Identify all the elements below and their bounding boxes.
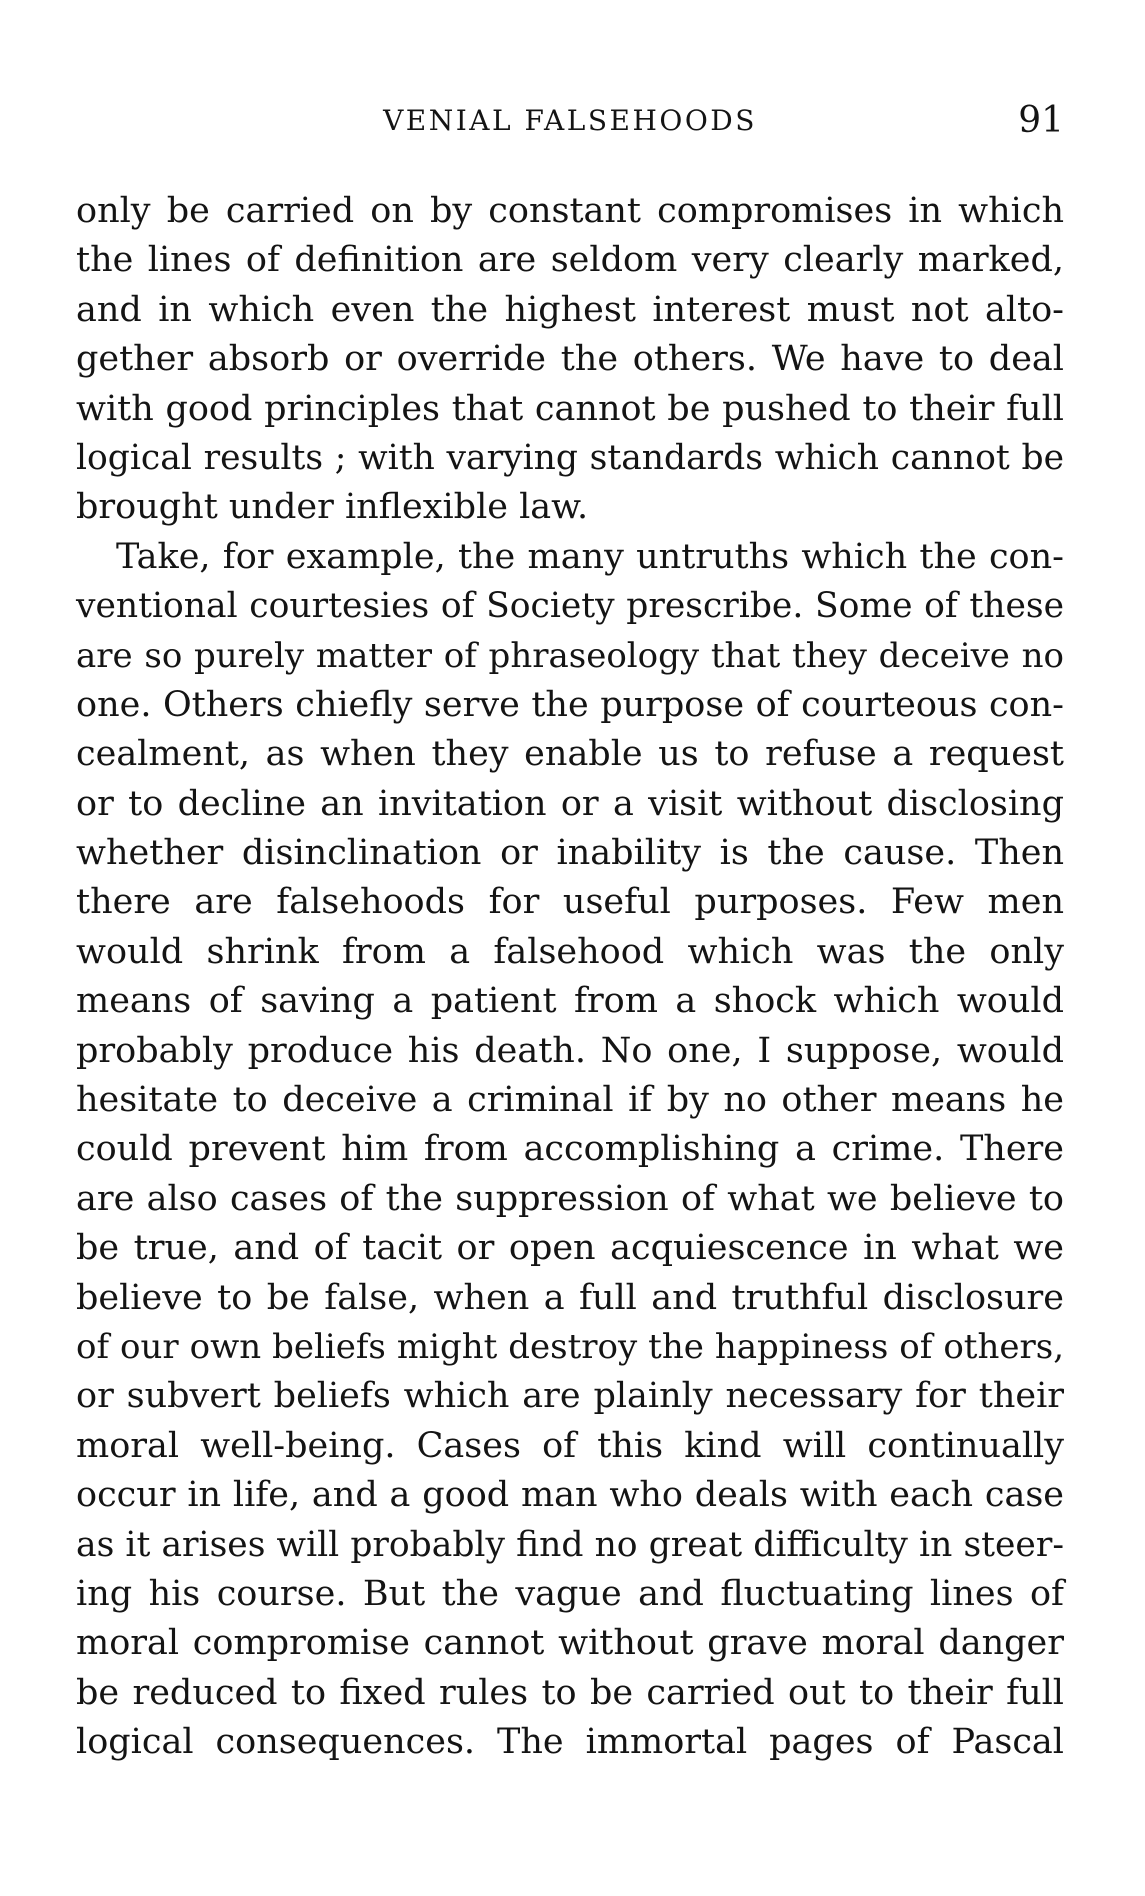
- text-line: there are falsehoods for useful purposes. Few men: [76, 882, 1064, 923]
- paragraph-end-line: brought under inflexible law.: [76, 487, 589, 528]
- text-line: of our own beliefs might destroy the happiness of others,: [76, 1326, 1064, 1367]
- text-line: as it arises will probably find no great difficulty in steer-: [76, 1524, 1064, 1565]
- text-line: gether absorb or override the others. We have to deal: [76, 339, 1064, 380]
- text-line: whether disinclination or inability is the cause. Then: [76, 833, 1064, 874]
- text-line: logical consequences. The immortal pages of Pascal: [76, 1722, 1064, 1763]
- text-line: are also cases of the suppression of what we believe to: [76, 1178, 1064, 1219]
- text-line: hesitate to deceive a criminal if by no other means he: [76, 1080, 1064, 1121]
- text-line: means of saving a patient from a shock which would: [76, 981, 1064, 1022]
- text-line: the lines of definition are seldom very clearly marked,: [76, 240, 1064, 281]
- text-line: and in which even the highest interest must not alto-: [76, 289, 1064, 330]
- text-line: cealment, as when they enable us to refuse a request: [76, 734, 1064, 775]
- text-line: or subvert beliefs which are plainly necessary for their: [76, 1376, 1064, 1417]
- text-line: could prevent him from accomplishing a crime. There: [76, 1129, 1064, 1170]
- text-line: occur in life, and a good man who deals with each case: [76, 1475, 1064, 1516]
- running-header: [76, 100, 1064, 150]
- text-line: logical results ; with varying standards which cannot be: [76, 437, 1064, 478]
- text-line: be true, and of tacit or open acquiescence in what we: [76, 1228, 1064, 1269]
- text-line: ing his course. But the vague and fluctuating lines of: [76, 1573, 1064, 1614]
- running-title: VENIAL FALSEHOODS: [383, 104, 757, 137]
- body-text: [76, 187, 1064, 1768]
- text-line: would shrink from a falsehood which was the only: [76, 931, 1064, 972]
- text-line: be reduced to fixed rules to be carried out to their full: [76, 1672, 1064, 1713]
- paragraph-start-line: Take, for example, the many untruths which the con-: [116, 536, 1064, 577]
- text-line: believe to be false, when a full and truthful disclosure: [76, 1277, 1064, 1318]
- page-number: 91: [1018, 100, 1064, 141]
- text-line: or to decline an invitation or a visit without disclosing: [76, 783, 1064, 824]
- text-line: are so purely matter of phraseology that they deceive no: [76, 635, 1064, 676]
- text-line: with good principles that cannot be pushed to their full: [76, 388, 1064, 429]
- text-line: moral well-being. Cases of this kind will continually: [76, 1425, 1064, 1466]
- text-line: only be carried on by constant compromises in which: [76, 191, 1064, 231]
- text-line: one. Others chiefly serve the purpose of courteous con-: [76, 684, 1064, 725]
- text-line: moral compromise cannot without grave moral danger: [76, 1623, 1064, 1664]
- text-line: ventional courtesies of Society prescribe. Some of these: [76, 586, 1064, 627]
- text-line: probably produce his death. No one, I suppose, would: [76, 1030, 1064, 1071]
